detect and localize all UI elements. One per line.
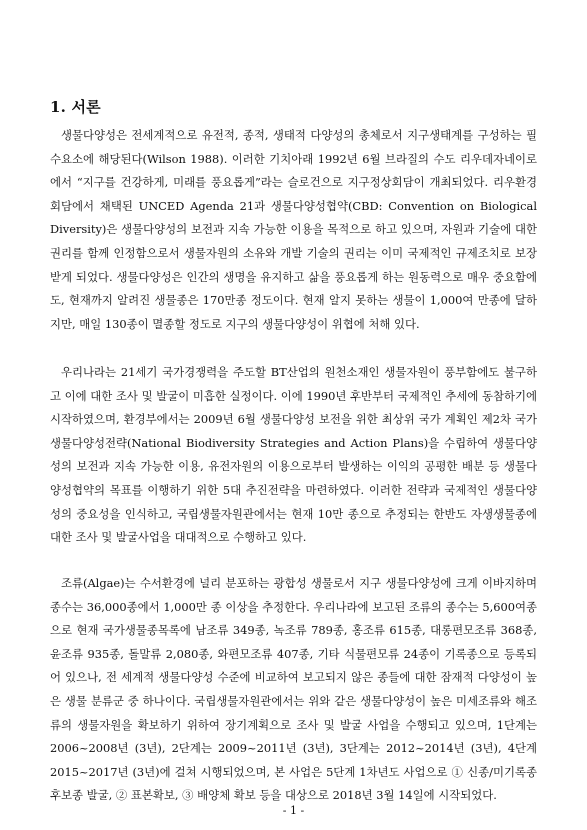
page-number: - 1 - [282,804,305,817]
paragraph-korea-strategy: 우리나라는 21세기 국가경쟁력을 주도할 BT산업의 원천소재인 생물자원이 풍부함에도 불구하고 이에 대한 조사 및 발굴이 미흡한 실정이다. 이에 1990년 후반부터 국제적인 추세에 동참하기에 시작하였으며, 환경부에서는 2009년 6월 생물다양성 보전을 위한 최상위 국가 계획인 제2차 국가생물다양성전략(National Biodiversity Strategies and Action Plans)을 수립하여 생물다양성의 보전과 지속 가능한 이용, 유전자원의 이용으로부터 발생하는 이익의 공평한 배분 등 생물다양성협약의 목표를 이행하기 위한 5대 추진전략을 마련하였다. 이러한 전략과 국제적인 생물다양성의 중요성을 인식하고, 국립생물자원관에서는 현재 10만 종으로 추정되는 한반도 자생생물종에 대한 조사 및 발굴사업을 대대적으로 수행하고 있다. [50,365,537,545]
paragraph-algae-survey: 조류(Algae)는 수서환경에 널리 분포하는 광합성 생물로서 지구 생물다양성에 크게 이바지하며 종수는 36,000종에서 1,000만 종 이상을 추정한다. 우리나라에 보고된 조류의 종수는 5,600여종으로 현재 국가생물종목록에 남조류 349종, 녹조류 789종, 홍조류 615종, 대롱편모조류 368종, 윤조류 935종, 돌말류 2,080종, 와편모조류 407종, 기타 식물편모류 24종이 기록종으로 등록되어 있으나, 전 세계적 생물다양성 수준에 비교하여 보고되지 않은 종들에 대한 잠재적 다양성이 높은 생물 분류군 중 하나이다. 국립생물자원관에서는 위와 같은 생물다양성이 높은 미세조류와 해조류의 생물자원을 확보하기 위하여 장기계획으로 조사 및 발굴 사업을 수행되고 있으며, 1단계는 2006~2008년 (3년), 2단계는 2009~2011년 (3년), 3단계는 2012~2014년 (3년), 4단계 2015~2017년 (3년)에 걸쳐 시행되었으며, 본 사업은 5단계 1차년도 사업으로 ① 신종/미기록종 후보종 발굴, ② 표본확보, ③ 배양체 확보 등을 대상으로 2018년 3월 14일에 시작되었다. [50,576,537,803]
paragraph-biodiversity-intro: 생물다양성은 전세계적으로 유전적, 종적, 생태적 다양성의 총체로서 지구생태계를 구성하는 필수요소에 해당된다(Wilson 1988). 이러한 기치아래 1992년 6월 브라질의 수도 리우데자네이로에서 “지구를 건강하게, 미래를 풍요롭게”라는 슬로건으로 지구정상회담이 개최되었다. 리우환경회담에서 채택된 UNCED Agenda 21과 생물다양성협약(CBD: Convention on Biological Diversity)은 생물다양성의 보전과 지속 가능한 이용을 목적으로 하고 있으며, 자원과 기술에 대한 권리를 함께 인정함으로서 생물자원의 소유와 개발 기술의 권리는 이미 국제적인 규제조치로 보장받게 되었다. 생물다양성은 인간의 생명을 유지하고 삶을 풍요롭게 하는 원동력으로 매우 중요함에도, 현재까지 알려진 생물종은 170만종 정도이다. 현재 알지 못하는 생물이 1,000여 만종에 달하지만, 매일 130종이 멸종할 정도로 지구의 생물다양성이 위협에 처해 있다. [50,128,537,331]
section-heading: 1. 서론 [50,98,101,116]
